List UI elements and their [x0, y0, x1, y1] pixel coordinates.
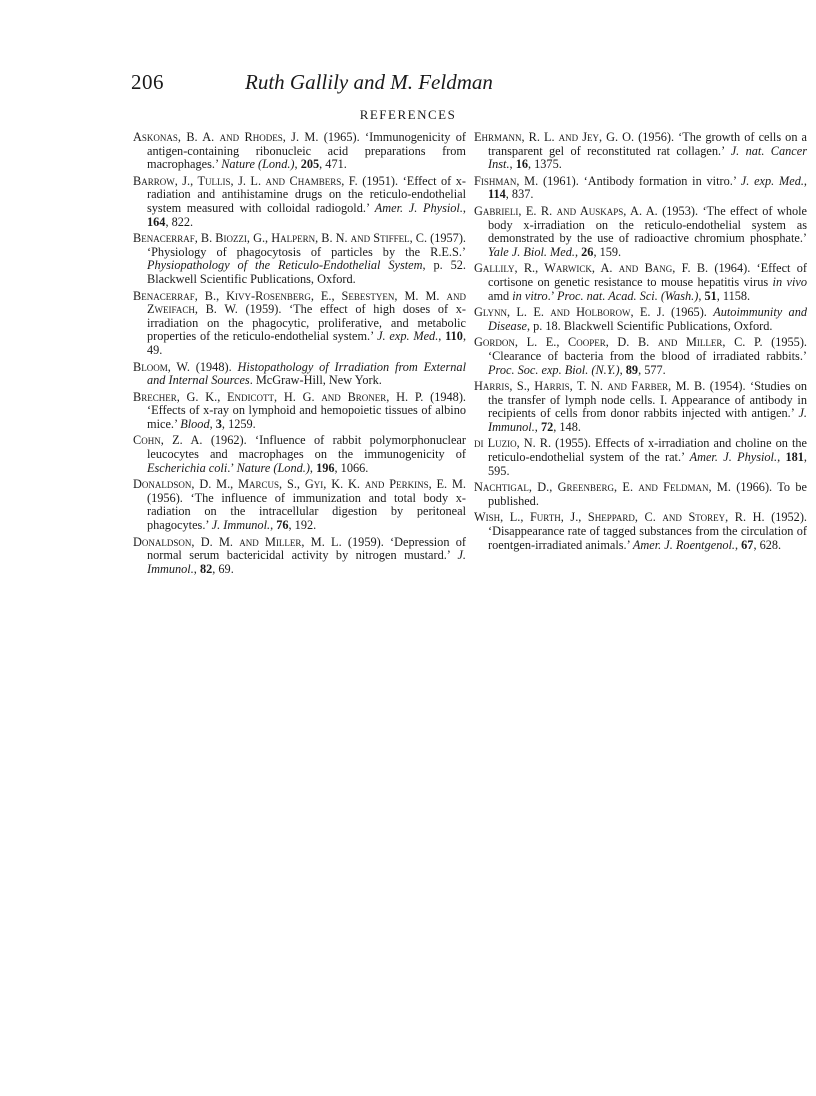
reference-text: .’	[547, 288, 558, 303]
reference-text: ,	[735, 537, 742, 552]
reference-volume: 89	[625, 362, 639, 377]
reference-authors: di Luzio, N. R.	[474, 436, 552, 451]
references-right-column	[474, 131, 807, 555]
reference-text: (1953). ‘The effect of whole body x-irradiation on the reticulo-endothelial system as demonstrated by the use of radioactive chromium phosphate.’	[488, 203, 807, 246]
reference-text: (1954). ‘Studies on the transfer of lymph node cells. I. Appearance of antibody in recipients of cells from donor rabbits injected with antigen.’	[488, 379, 807, 421]
reference-source: J. nat. Cancer Inst.	[488, 143, 808, 172]
reference-text: (1965).	[664, 305, 714, 320]
reference-text: (1948).	[189, 359, 238, 374]
references-left-column	[133, 131, 466, 579]
reference-volume: 205	[300, 157, 320, 172]
reference-text: , 69.	[212, 561, 234, 576]
reference-source: J. Immunol.	[488, 406, 807, 434]
reference-entry	[133, 434, 466, 475]
reference-authors: Harris, S., Harris, T. N. and Farber, M. B.	[474, 379, 706, 394]
reference-text: (1961). ‘Antibody formation in vitro.’	[538, 173, 741, 188]
reference-source: J. Immunol.	[147, 548, 466, 576]
reference-entry	[474, 336, 807, 377]
reference-text: ,	[574, 244, 582, 259]
reference-text: (1955). Effects of x-irradiation and choline on the reticulo-endothelial system of the rat.’	[488, 436, 807, 465]
reference-entry	[133, 391, 466, 432]
reference-text: (1956). ‘The influence of immunization and total body x-radiation on the intracellular digestion by peritoneal phagocytes.’	[147, 490, 466, 533]
reference-source: Proc. nat. Acad. Sci. (Wash.)	[557, 288, 699, 303]
reference-entry	[474, 380, 807, 434]
reference-entry	[474, 481, 807, 508]
reference-volume: 181	[785, 450, 804, 465]
reference-authors: Barrow, J., Tullis, J. L. and Chambers, F.	[133, 173, 358, 188]
reference-text: (1957). ‘Physiology of phagocytosis of particles by the R.E.S.’	[147, 231, 466, 259]
reference-text: , 822.	[165, 214, 194, 229]
reference-source: Escherichia coli	[147, 460, 228, 475]
reference-text: , 1375.	[527, 157, 562, 172]
reference-volume: 196	[316, 460, 335, 475]
references-heading: REFERENCES	[359, 107, 457, 122]
reference-authors: Wish, L., Furth, J., Sheppard, C. and Storey, R. H.	[474, 510, 765, 525]
reference-text: (1959). ‘The effect of high doses of x-irradiation on the phagocytic, proliferative, and metabolic properties of the reticulo-endothelial system.’	[147, 302, 467, 344]
reference-authors: Brecher, G. K., Endicott, H. G. and Broner, H. P.	[133, 389, 424, 404]
reference-source: Amer. J. Roentgenol.	[632, 537, 735, 552]
reference-source: Physiopathology of the Reticulo-Endothelial System	[147, 258, 423, 273]
reference-authors: Askonas, B. A. and Rhodes, J. M.	[133, 130, 319, 144]
reference-text: (1952). ‘Disappearance rate of tagged substances from the circulation of roentgen-irradiated animals.’	[488, 510, 807, 552]
reference-entry	[133, 478, 466, 532]
reference-text: , 595.	[488, 450, 807, 478]
running-title: Ruth Gallily and M. Feldman	[245, 70, 493, 94]
reference-entry	[133, 361, 466, 388]
reference-authors: Nachtigal, D., Greenberg, E. and Feldman, M.	[474, 480, 731, 495]
reference-authors: Fishman, M.	[474, 173, 539, 188]
reference-text: , 628.	[753, 537, 782, 552]
reference-volume: 26	[581, 244, 594, 259]
page-number: 206	[131, 70, 164, 94]
reference-text: , 577.	[638, 362, 666, 377]
reference-text: , 159.	[593, 244, 622, 259]
reference-entry	[133, 131, 466, 172]
reference-text: ,	[193, 561, 200, 576]
reference-text: , 1259.	[221, 416, 256, 431]
reference-text: .’	[227, 460, 237, 475]
reference-entry	[133, 175, 466, 229]
reference-text: , 1066.	[334, 460, 369, 475]
reference-authors: Benacerraf, B., Kivy-Rosenberg, E., Sebestyen, M. M. and Zweifach, B. W.	[133, 288, 466, 317]
reference-source: in vivo	[772, 274, 807, 289]
reference-authors: Benacerraf, B. Biozzi, G., Halpern, B. N. and Stiffel, C.	[133, 231, 428, 246]
reference-authors: Donaldson, D. M., Marcus, S., Gyi, K. K. and Perkins, E. M.	[133, 477, 466, 492]
reference-text: (1964). ‘Effect of cortisone on genetic resistance to mouse hepatitis virus	[488, 261, 807, 289]
reference-text: , 192.	[288, 518, 317, 533]
reference-source: J. exp. Med.	[740, 173, 804, 188]
reference-authors: Glynn, L. E. and Holborow, E. J.	[474, 305, 665, 320]
reference-source: Amer. J. Physiol.	[374, 200, 463, 215]
reference-text: ,	[803, 173, 807, 188]
reference-authors: Donaldson, D. M. and Miller, M. L.	[133, 534, 342, 549]
reference-text: ,	[270, 518, 277, 533]
reference-text: , p. 52. Blackwell Scientific Publications, Oxford.	[147, 258, 466, 286]
reference-text: (1962). ‘Influence of rabbit polymorphonuclear leucocytes and macrophages on the immunogenicity of	[147, 433, 466, 462]
reference-source: Nature (Lond.)	[221, 157, 295, 172]
reference-authors: Bloom, W.	[133, 359, 190, 374]
reference-text: (1966). To be published.	[488, 480, 807, 508]
reference-volume: 164	[147, 214, 166, 229]
reference-source: Proc. Soc. exp. Biol. (N.Y.)	[488, 362, 620, 377]
reference-entry	[474, 437, 807, 478]
reference-entry	[474, 205, 807, 259]
reference-text: ,	[209, 416, 216, 431]
reference-text: ,	[438, 329, 446, 344]
reference-text: ,	[777, 450, 786, 465]
reference-volume: 3	[215, 416, 222, 431]
reference-text: , 1158.	[716, 288, 751, 303]
reference-source: Yale J. Biol. Med.	[488, 244, 575, 259]
reference-text: , p. 18. Blackwell Scientific Publications, Oxford.	[526, 318, 773, 333]
reference-source: Nature (Lond.)	[236, 460, 310, 475]
reference-text: amd	[488, 288, 513, 303]
reference-text: ,	[619, 362, 626, 377]
reference-entry	[133, 290, 466, 358]
reference-source: Amer. J. Physiol.	[689, 450, 778, 465]
reference-volume: 51	[704, 288, 717, 303]
reference-volume: 67	[741, 537, 754, 552]
reference-authors: Gallily, R., Warwick, A. and Bang, F. B.	[474, 261, 709, 276]
reference-source: J. Immunol.	[211, 518, 271, 533]
reference-text: , 49.	[147, 329, 467, 357]
reference-text: (1965). ‘Immunogenicity of antigen-containing ribonucleic acid preparations from macrophages.’	[147, 130, 467, 172]
reference-text: (1956). ‘The growth of cells on a transparent gel of reconstituted rat collagen.’	[488, 130, 807, 158]
reference-text: (1951). ‘Effect of x-radiation and antihistamine drugs on the reticulo-endothelial system measured with colloidal radiogold.’	[147, 173, 466, 215]
reference-entry	[474, 511, 807, 552]
reference-text: (1948). ‘Effects of x-ray on lymphoid and hemopoietic tissues of albino mice.’	[147, 389, 466, 431]
reference-volume: 114	[488, 187, 506, 202]
reference-text: ,	[462, 200, 466, 215]
reference-entry	[474, 306, 807, 333]
reference-volume: 72	[540, 419, 554, 434]
reference-text: (1959). ‘Depression of normal serum bactericidal activity by nitrogen mustard.’	[147, 534, 466, 563]
reference-entry	[474, 131, 807, 172]
reference-authors: Cohn, Z. A.	[133, 433, 203, 448]
reference-source: Histopathology of Irradiation from External and Internal Sources	[147, 359, 466, 388]
reference-text: ,	[294, 157, 301, 172]
reference-volume: 76	[276, 518, 289, 533]
reference-text: , 148.	[553, 419, 581, 434]
reference-text: ,	[698, 288, 705, 303]
reference-volume: 110	[445, 329, 463, 344]
reference-volume: 82	[199, 561, 213, 576]
reference-text: (1955). ‘Clearance of bacteria from the blood of irradiated rabbits.’	[488, 335, 807, 363]
reference-authors: Gordon, L. E., Cooper, D. B. and Miller, C. P.	[474, 335, 763, 350]
reference-entry	[133, 536, 466, 577]
reference-text: . McGraw-Hill, New York.	[249, 373, 382, 388]
reference-source: Autoimmunity and Disease	[488, 305, 807, 333]
reference-text: , 471.	[319, 157, 347, 172]
reference-text: , 837.	[505, 187, 534, 202]
reference-source: Blood	[180, 416, 210, 431]
reference-authors: Gabrieli, E. R. and Auskaps, A. A.	[474, 203, 658, 218]
reference-text: ,	[534, 419, 541, 434]
reference-volume: 16	[515, 157, 528, 172]
reference-authors: Ehrmann, R. L. and Jey, G. O.	[474, 130, 635, 144]
reference-entry	[133, 232, 466, 286]
reference-source: J. exp. Med.	[377, 329, 439, 344]
reference-text: ,	[309, 460, 317, 475]
reference-volume: in vitro	[512, 288, 548, 303]
reference-entry	[474, 175, 807, 202]
reference-entry	[474, 262, 807, 303]
reference-text: ,	[509, 157, 516, 172]
